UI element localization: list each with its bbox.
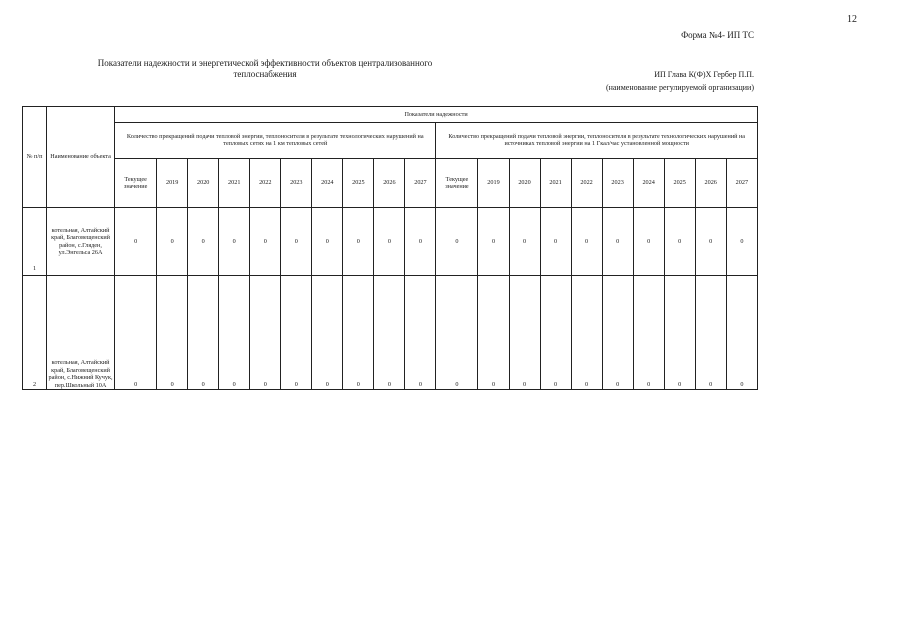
year-header: 2026 [374,158,405,208]
value-cell: 0 [571,208,602,276]
table-row [23,208,758,276]
col-number-header: № п/п [23,107,47,208]
year-header: 2019 [478,158,509,208]
year-header: 2020 [188,158,219,208]
year-header: 2021 [540,158,571,208]
value-cell: 0 [695,275,726,389]
row-number: 1 [23,208,47,276]
value-cell: 0 [405,208,436,276]
value-cell: 0 [478,275,509,389]
value-cell: 0 [115,208,157,276]
page-number: 12 [847,14,857,25]
value-cell: 0 [571,275,602,389]
document-title: Показатели надежности и энергетической эффективности объектов централизованного теплоснабжения [97,58,433,79]
object-name: котельная, Алтайский край, Благовещенский район, с.Нижний Кучук, пер.Школьный 10А [47,275,115,389]
value-cell: 0 [343,275,374,389]
current-value-header: Текущее значение [115,158,157,208]
year-header: 2023 [281,158,312,208]
value-cell: 0 [250,208,281,276]
value-cell: 0 [540,275,571,389]
value-cell: 0 [281,208,312,276]
year-header: 2019 [157,158,188,208]
year-header: 2026 [695,158,726,208]
value-cell: 0 [726,208,757,276]
col-name-header: Наименование объекта [47,107,115,208]
value-cell: 0 [436,275,478,389]
year-header: 2020 [509,158,540,208]
value-cell: 0 [312,208,343,276]
year-header: 2025 [343,158,374,208]
value-cell: 0 [115,275,157,389]
year-header: 2022 [571,158,602,208]
value-cell: 0 [250,275,281,389]
year-header: 2021 [219,158,250,208]
value-cell: 0 [509,208,540,276]
value-cell: 0 [157,208,188,276]
value-cell: 0 [633,208,664,276]
value-cell: 0 [405,275,436,389]
value-cell: 0 [188,275,219,389]
organization-name: ИП Глава К(Ф)Х Гербер П.П. [654,70,754,79]
value-cell: 0 [374,275,405,389]
subgroup-header-networks: Количество прекращений подачи тепловой энергии, теплоносителя в результате технологических нарушений на тепловых сетях на 1 км тепловых сетей [115,122,436,158]
value-cell: 0 [436,208,478,276]
year-header: 2025 [664,158,695,208]
value-cell: 0 [374,208,405,276]
value-cell: 0 [695,208,726,276]
value-cell: 0 [343,208,374,276]
value-cell: 0 [633,275,664,389]
value-cell: 0 [281,275,312,389]
value-cell: 0 [726,275,757,389]
value-cell: 0 [478,208,509,276]
object-name: котельная, Алтайский край, Благовещенский район, с.Гляден, ул.Энгельса 26А [47,208,115,276]
value-cell: 0 [219,275,250,389]
value-cell: 0 [664,275,695,389]
value-cell: 0 [312,275,343,389]
form-label: Форма №4- ИП ТС [681,30,754,40]
year-header: 2024 [312,158,343,208]
reliability-table [22,106,758,390]
current-value-header: Текущее значение [436,158,478,208]
year-header: 2024 [633,158,664,208]
value-cell: 0 [509,275,540,389]
value-cell: 0 [602,275,633,389]
value-cell: 0 [188,208,219,276]
value-cell: 0 [219,208,250,276]
year-header: 2027 [405,158,436,208]
organization-note: (наименование регулируемой организации) [605,83,754,92]
year-header: 2027 [726,158,757,208]
row-number: 2 [23,275,47,389]
year-header: 2022 [250,158,281,208]
value-cell: 0 [540,208,571,276]
year-header: 2023 [602,158,633,208]
value-cell: 0 [602,208,633,276]
group-header: Показатели надежности [115,107,758,123]
table-row [23,275,758,389]
value-cell: 0 [157,275,188,389]
value-cell: 0 [664,208,695,276]
subgroup-header-sources: Количество прекращений подачи тепловой энергии, теплоносителя в результате технологических нарушений на источниках тепловой энергии на 1 Гкал/час установленной мощности [436,122,758,158]
